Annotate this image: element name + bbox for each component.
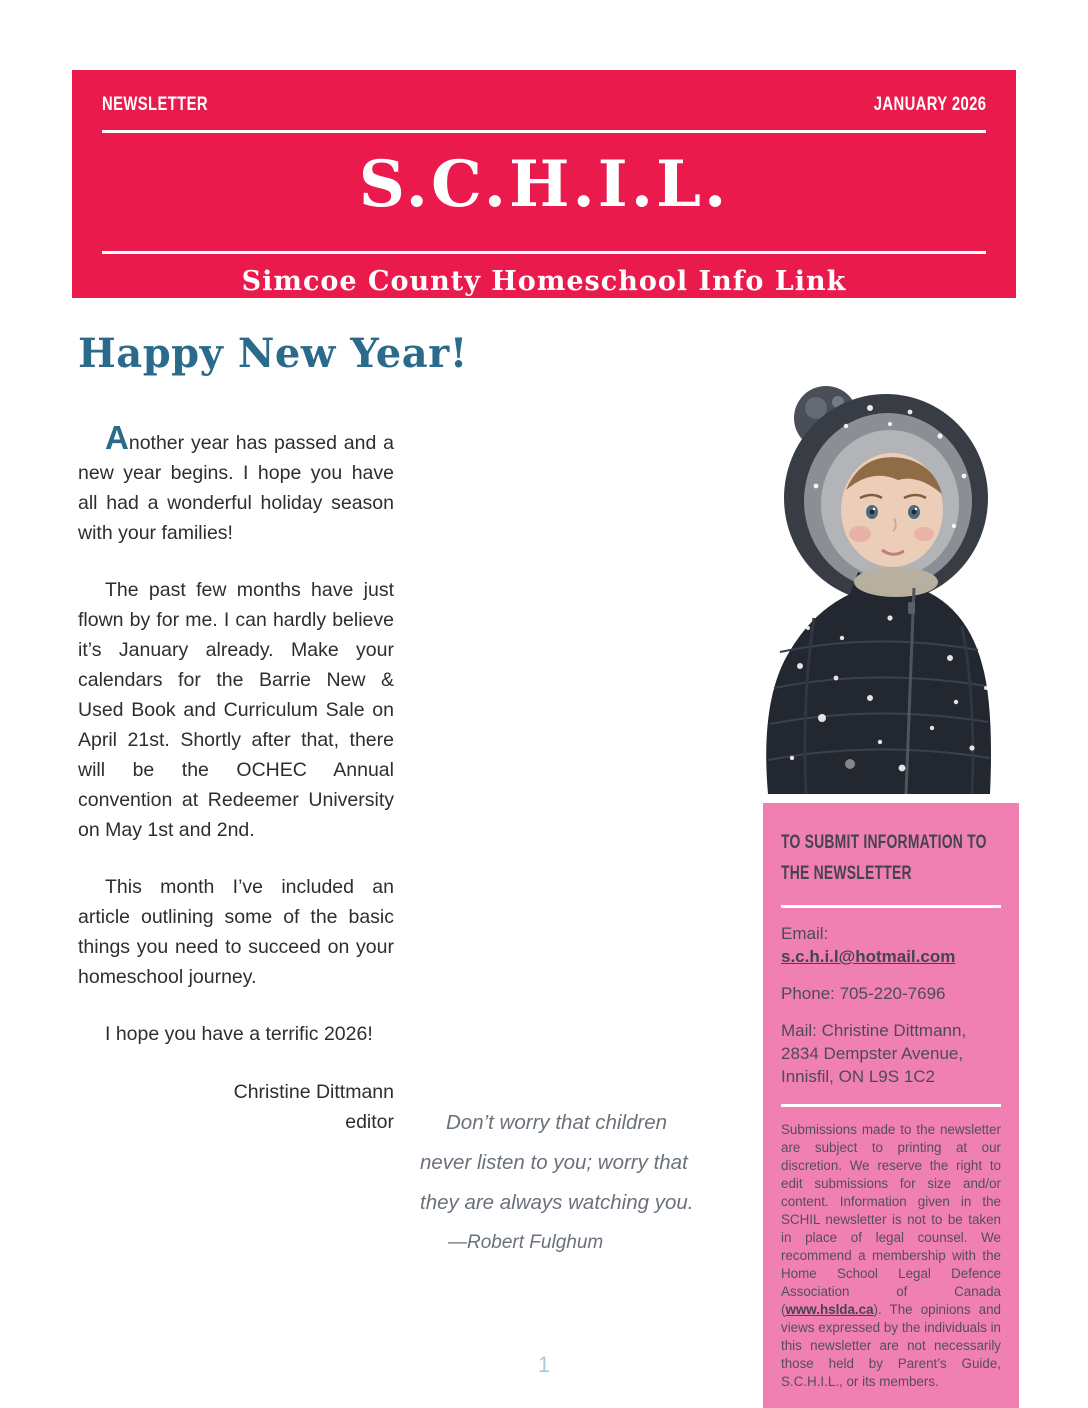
masthead-title: S.C.H.I.L.	[358, 147, 730, 222]
article-paragraph: The past few months have just flown by for me. I can hardly believe it’s January already. Make your calendars for the Barrie New & Used Book and Curriculum Sale on April 21st. Shortly after that, there will be the OCHEC Annual convention at Redeemer University on May 1st and 2nd.	[78, 579, 394, 841]
masthead	[72, 70, 1016, 298]
disclaimer-before: Submissions made to the newsletter are subject to printing at our discretion. We reserve the right to edit submissions for size and/or content. Information given in the SCHIL newsletter is not to be taken in place of legal counsel. We recommend a membership with the Home School Legal Defence Association of Canada (	[781, 1122, 1001, 1317]
quote-block	[420, 1103, 715, 1263]
newsletter-kicker: NEWSLETTER	[102, 94, 208, 115]
issue-date: JANUARY 2026	[873, 94, 986, 115]
disclaimer-after: ). The opinions and views expressed by the individuals in this newsletter are not necessarily those held by Parent’s Guide, S.C.H.I.L., or its members.	[781, 1302, 1001, 1389]
dropcap-letter: A	[105, 419, 129, 456]
submit-box-heading: TO SUBMIT INFORMATION TO THE NEWSLETTER	[781, 832, 987, 884]
editor-article	[78, 330, 468, 1137]
submit-box-rule-bottom	[781, 1104, 1001, 1107]
child-photo-illustration	[750, 366, 1006, 794]
hslda-link[interactable]: www.hslda.ca	[785, 1302, 874, 1317]
contact-phone: Phone: 705-220-7696	[781, 984, 946, 1003]
child-winter-photo	[750, 366, 1006, 794]
signature-name: Christine Dittmann	[233, 1081, 394, 1103]
submit-info-box	[763, 803, 1019, 1408]
page-number: 1	[537, 1352, 551, 1377]
paragraph-text: nother year has passed and a new year begins. I hope you have all had a wonderful holiday season with your families!	[78, 432, 394, 544]
article-paragraph: I hope you have a terrific 2026!	[105, 1023, 373, 1045]
article-paragraph	[78, 421, 394, 548]
masthead-subtitle: Simcoe County Homeschool Info Link	[241, 266, 847, 297]
email-label: Email:	[781, 924, 829, 943]
masthead-rule-bottom	[102, 251, 986, 254]
submit-box-rule-top	[781, 905, 1001, 908]
signature-block	[78, 1077, 394, 1137]
email-link[interactable]: s.c.h.i.l@hotmail.com	[781, 947, 956, 966]
masthead-top-row	[102, 94, 986, 116]
disclaimer-text	[781, 1121, 1001, 1391]
signature-role: editor	[345, 1111, 394, 1133]
contact-mail: Mail: Christine Dittmann, 2834 Dempster Avenue, Innisfil, ON L9S 1C2	[781, 1021, 967, 1086]
article-heading: Happy New Year!	[78, 330, 468, 377]
quote-attribution: —Robert Fulghum	[448, 1232, 604, 1253]
contact-email	[781, 922, 1001, 968]
article-paragraph: This month I’ve included an article outlining some of the basic things you need to succeed on your homeschool journey.	[78, 876, 394, 988]
quote-text: Don’t worry that children never listen to you; worry that they are always watching you.	[420, 1111, 694, 1214]
